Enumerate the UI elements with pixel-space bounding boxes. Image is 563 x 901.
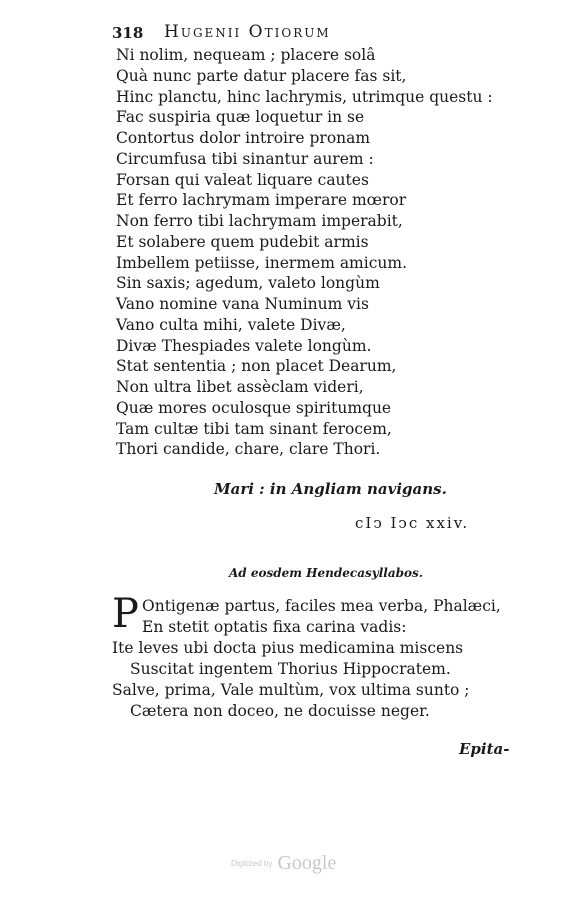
poem-line: Quæ mores oculosque spiritumque xyxy=(116,398,392,417)
poem-line: Contortus dolor introire pronam xyxy=(116,129,371,147)
poem-line: Non ultra libet assèclam videri, xyxy=(116,378,364,396)
poem-line: Et ferro lachrymam imperare mœror xyxy=(116,191,407,210)
poem-line: Et solabere quem pudebit armis xyxy=(116,232,369,251)
date-roman-numeral: cIↄ Iↄc xxiv. xyxy=(355,514,470,532)
poem-line: Circumfusa tibi sinantur aurem : xyxy=(116,149,374,168)
poem-line: Forsan qui valeat liquare cautes xyxy=(116,170,369,189)
poem-line: Tam cultæ tibi tam sinant ferocem, xyxy=(116,419,392,438)
running-head-title: Hugenii Otiorum xyxy=(164,22,331,42)
poem-line: Vano nomine vana Numinum vis xyxy=(116,295,369,313)
catchword: Epita- xyxy=(459,740,510,758)
poem-line: Cætera non doceo, ne docuisse neger. xyxy=(130,702,430,720)
poem-line: Ite leves ubi docta pius medicamina miscens xyxy=(112,639,464,657)
google-logo: Google xyxy=(277,852,337,874)
poem-line: Thori candide, chare, clare Thori. xyxy=(116,440,381,459)
poem-line: Quà nunc parte datur placere fas sit, xyxy=(116,66,407,85)
poem-line: Ni nolim, nequeam ; placere solâ xyxy=(116,46,376,64)
poem-line: Sin saxis; agedum, valeto longùm xyxy=(116,274,380,293)
running-header xyxy=(112,20,432,44)
epigram-body xyxy=(112,591,532,722)
poem-line: Suscitat ingentem Thorius Hippocratem. xyxy=(130,660,451,678)
poem-line: Stat sententia ; non placet Dearum, xyxy=(116,357,397,376)
poem-line: Divæ Thespiades valete longùm. xyxy=(116,336,372,355)
poem-line: Salve, prima, Vale multùm, vox ultima sunto ; xyxy=(112,681,470,699)
poem-line: Vano culta mihi, valete Divæ, xyxy=(116,315,346,334)
digitization-watermark xyxy=(231,852,336,875)
poem-line: En stetit optatis fixa carina vadis: xyxy=(142,618,407,636)
poem-title: Ad eosdem Hendecasyllabos. xyxy=(229,566,423,580)
poem-line: Non ferro tibi lachrymam imperabit, xyxy=(116,212,403,230)
poem-line: Fac suspiria quæ loquetur in se xyxy=(116,108,365,127)
section-subtitle: Mari : in Angliam navigans. xyxy=(214,480,447,498)
poem-line: Hinc planctu, hinc lachrymis, utrimque questu : xyxy=(116,87,493,106)
poem-line: Ontigenæ partus, faciles mea verba, Phalæci, xyxy=(142,597,501,615)
watermark-small-text: Digitized by xyxy=(231,859,273,868)
poem-line: Imbellem petiisse, inermem amicum. xyxy=(116,253,408,272)
poem-body xyxy=(116,45,516,460)
drop-cap: P xyxy=(112,591,139,637)
page-number: 318 xyxy=(112,24,144,42)
